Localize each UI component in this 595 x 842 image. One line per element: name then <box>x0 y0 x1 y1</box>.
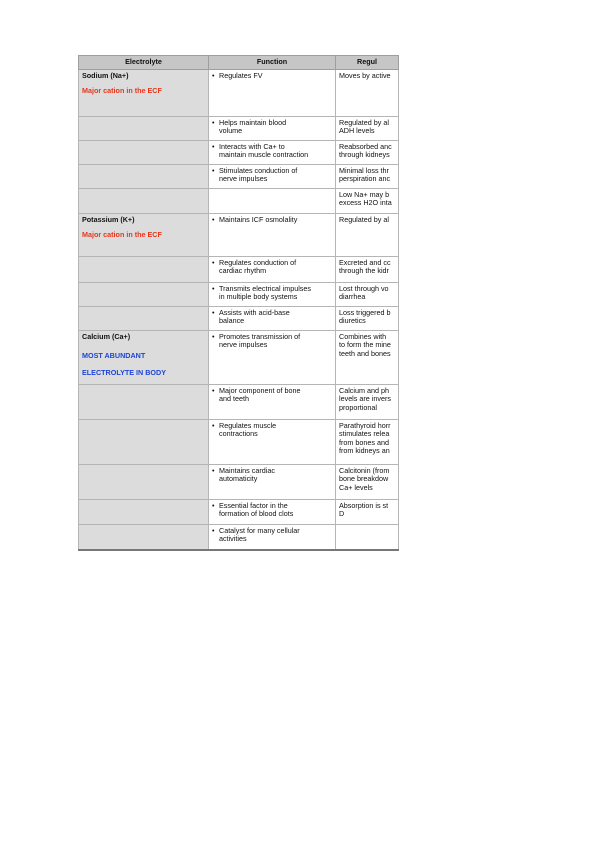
function-cell <box>209 257 336 283</box>
table-row <box>79 141 399 165</box>
electrolyte-name: Calcium (Ca+) <box>82 332 131 341</box>
bullet-glyph: • <box>212 258 215 267</box>
table-row <box>79 214 399 257</box>
table-row <box>79 525 399 550</box>
function-cell <box>209 420 336 465</box>
electrolyte-cell <box>79 257 209 283</box>
function-text: Maintains cardiac automaticity <box>219 466 275 484</box>
regulation-cell: Parathyroid horr stimulates relea from bones and from kidneys an <box>336 420 399 465</box>
function-text: Regulates conduction of cardiac rhythm <box>219 258 297 276</box>
regulation-cell: Moves by active <box>336 70 399 117</box>
regulation-cell: Reabsorbed anc through kidneys <box>336 141 399 165</box>
table-row <box>79 257 399 283</box>
bullet-glyph: • <box>212 332 215 341</box>
bullet-glyph: • <box>212 466 215 475</box>
function-text: Major component of bone and teeth <box>219 386 301 404</box>
bullet-glyph: • <box>212 118 215 127</box>
electrolyte-cell <box>79 70 209 117</box>
function-cell <box>209 307 336 331</box>
function-cell <box>209 465 336 500</box>
bullet-glyph: • <box>212 215 215 224</box>
function-text: Catalyst for many cellular activities <box>219 526 300 544</box>
bullet-glyph: • <box>212 386 215 395</box>
table-row <box>79 165 399 189</box>
header-row <box>79 56 399 70</box>
electrolyte-note: Major cation in the ECF <box>82 230 162 240</box>
function-text: Promotes transmission of nerve impulses <box>219 332 301 350</box>
function-cell <box>209 214 336 257</box>
bullet-glyph: • <box>212 71 215 80</box>
header-electrolyte: Electrolyte <box>79 56 209 70</box>
table-row <box>79 307 399 331</box>
electrolyte-name: Potassium (K+) <box>82 215 135 224</box>
table-row <box>79 385 399 420</box>
header-regulation: Regul <box>336 56 399 70</box>
table-row <box>79 283 399 307</box>
regulation-cell: Calcitonin (from bone breakdow Ca+ levels <box>336 465 399 500</box>
function-cell <box>209 525 336 550</box>
electrolyte-cell <box>79 283 209 307</box>
regulation-cell: Regulated by al ADH levels <box>336 117 399 141</box>
bullet-glyph: • <box>212 501 215 510</box>
regulation-cell <box>336 525 399 550</box>
function-text: Essential factor in the formation of blood clots <box>219 501 294 519</box>
regulation-cell: Absorption is st D <box>336 500 399 525</box>
electrolyte-cell <box>79 525 209 550</box>
bullet-glyph: • <box>212 526 215 535</box>
header-function: Function <box>209 56 336 70</box>
electrolyte-cell <box>79 141 209 165</box>
function-text: Transmits electrical impulses in multiple body systems <box>219 284 311 302</box>
regulation-cell: Regulated by al <box>336 214 399 257</box>
regulation-cell: Minimal loss thr perspiration anc <box>336 165 399 189</box>
function-cell <box>209 141 336 165</box>
table-row <box>79 189 399 214</box>
electrolyte-name: Sodium (Na+) <box>82 71 129 80</box>
function-text: Helps maintain blood volume <box>219 118 287 136</box>
bullet-glyph: • <box>212 421 215 430</box>
function-text: Assists with acid-base balance <box>219 308 290 326</box>
function-text: Stimulates conduction of nerve impulses <box>219 166 298 184</box>
electrolyte-note: Major cation in the ECF <box>82 86 162 96</box>
function-cell <box>209 117 336 141</box>
bullet-glyph: • <box>212 142 215 151</box>
table-row <box>79 117 399 141</box>
regulation-cell: Loss triggered b diuretics <box>336 307 399 331</box>
electrolyte-cell <box>79 500 209 525</box>
bullet-glyph: • <box>212 166 215 175</box>
regulation-cell: Excreted and cc through the kidr <box>336 257 399 283</box>
bullet-glyph: • <box>212 308 215 317</box>
electrolyte-cell <box>79 307 209 331</box>
electrolyte-cell <box>79 214 209 257</box>
electrolyte-cell <box>79 165 209 189</box>
function-text: Regulates FV <box>219 71 263 80</box>
electrolyte-cell <box>79 331 209 385</box>
function-cell <box>209 165 336 189</box>
regulation-cell: Low Na+ may b excess H2O inta <box>336 189 399 214</box>
electrolyte-cell <box>79 465 209 500</box>
electrolyte-cell <box>79 385 209 420</box>
table-row <box>79 331 399 385</box>
electrolyte-cell <box>79 189 209 214</box>
electrolyte-cell <box>79 420 209 465</box>
regulation-cell: Calcium and ph levels are invers proportional <box>336 385 399 420</box>
table-row <box>79 70 399 117</box>
electrolyte-table <box>78 55 399 551</box>
table-row <box>79 500 399 525</box>
function-text: Maintains ICF osmolality <box>219 215 298 224</box>
function-text: Regulates muscle contractions <box>219 421 277 439</box>
function-text: Interacts with Ca+ to maintain muscle contraction <box>219 142 309 160</box>
function-cell <box>209 385 336 420</box>
regulation-cell: Lost through vo diarrhea <box>336 283 399 307</box>
function-cell <box>209 70 336 117</box>
table-row <box>79 465 399 500</box>
bullet-glyph: • <box>212 284 215 293</box>
regulation-cell: Combines with to form the mine teeth and bones <box>336 331 399 385</box>
function-cell <box>209 189 336 214</box>
table-row <box>79 420 399 465</box>
electrolyte-note: MOST ABUNDANT ELECTROLYTE IN BODY <box>82 351 166 378</box>
function-cell <box>209 500 336 525</box>
function-cell <box>209 283 336 307</box>
electrolyte-cell <box>79 117 209 141</box>
function-cell <box>209 331 336 385</box>
